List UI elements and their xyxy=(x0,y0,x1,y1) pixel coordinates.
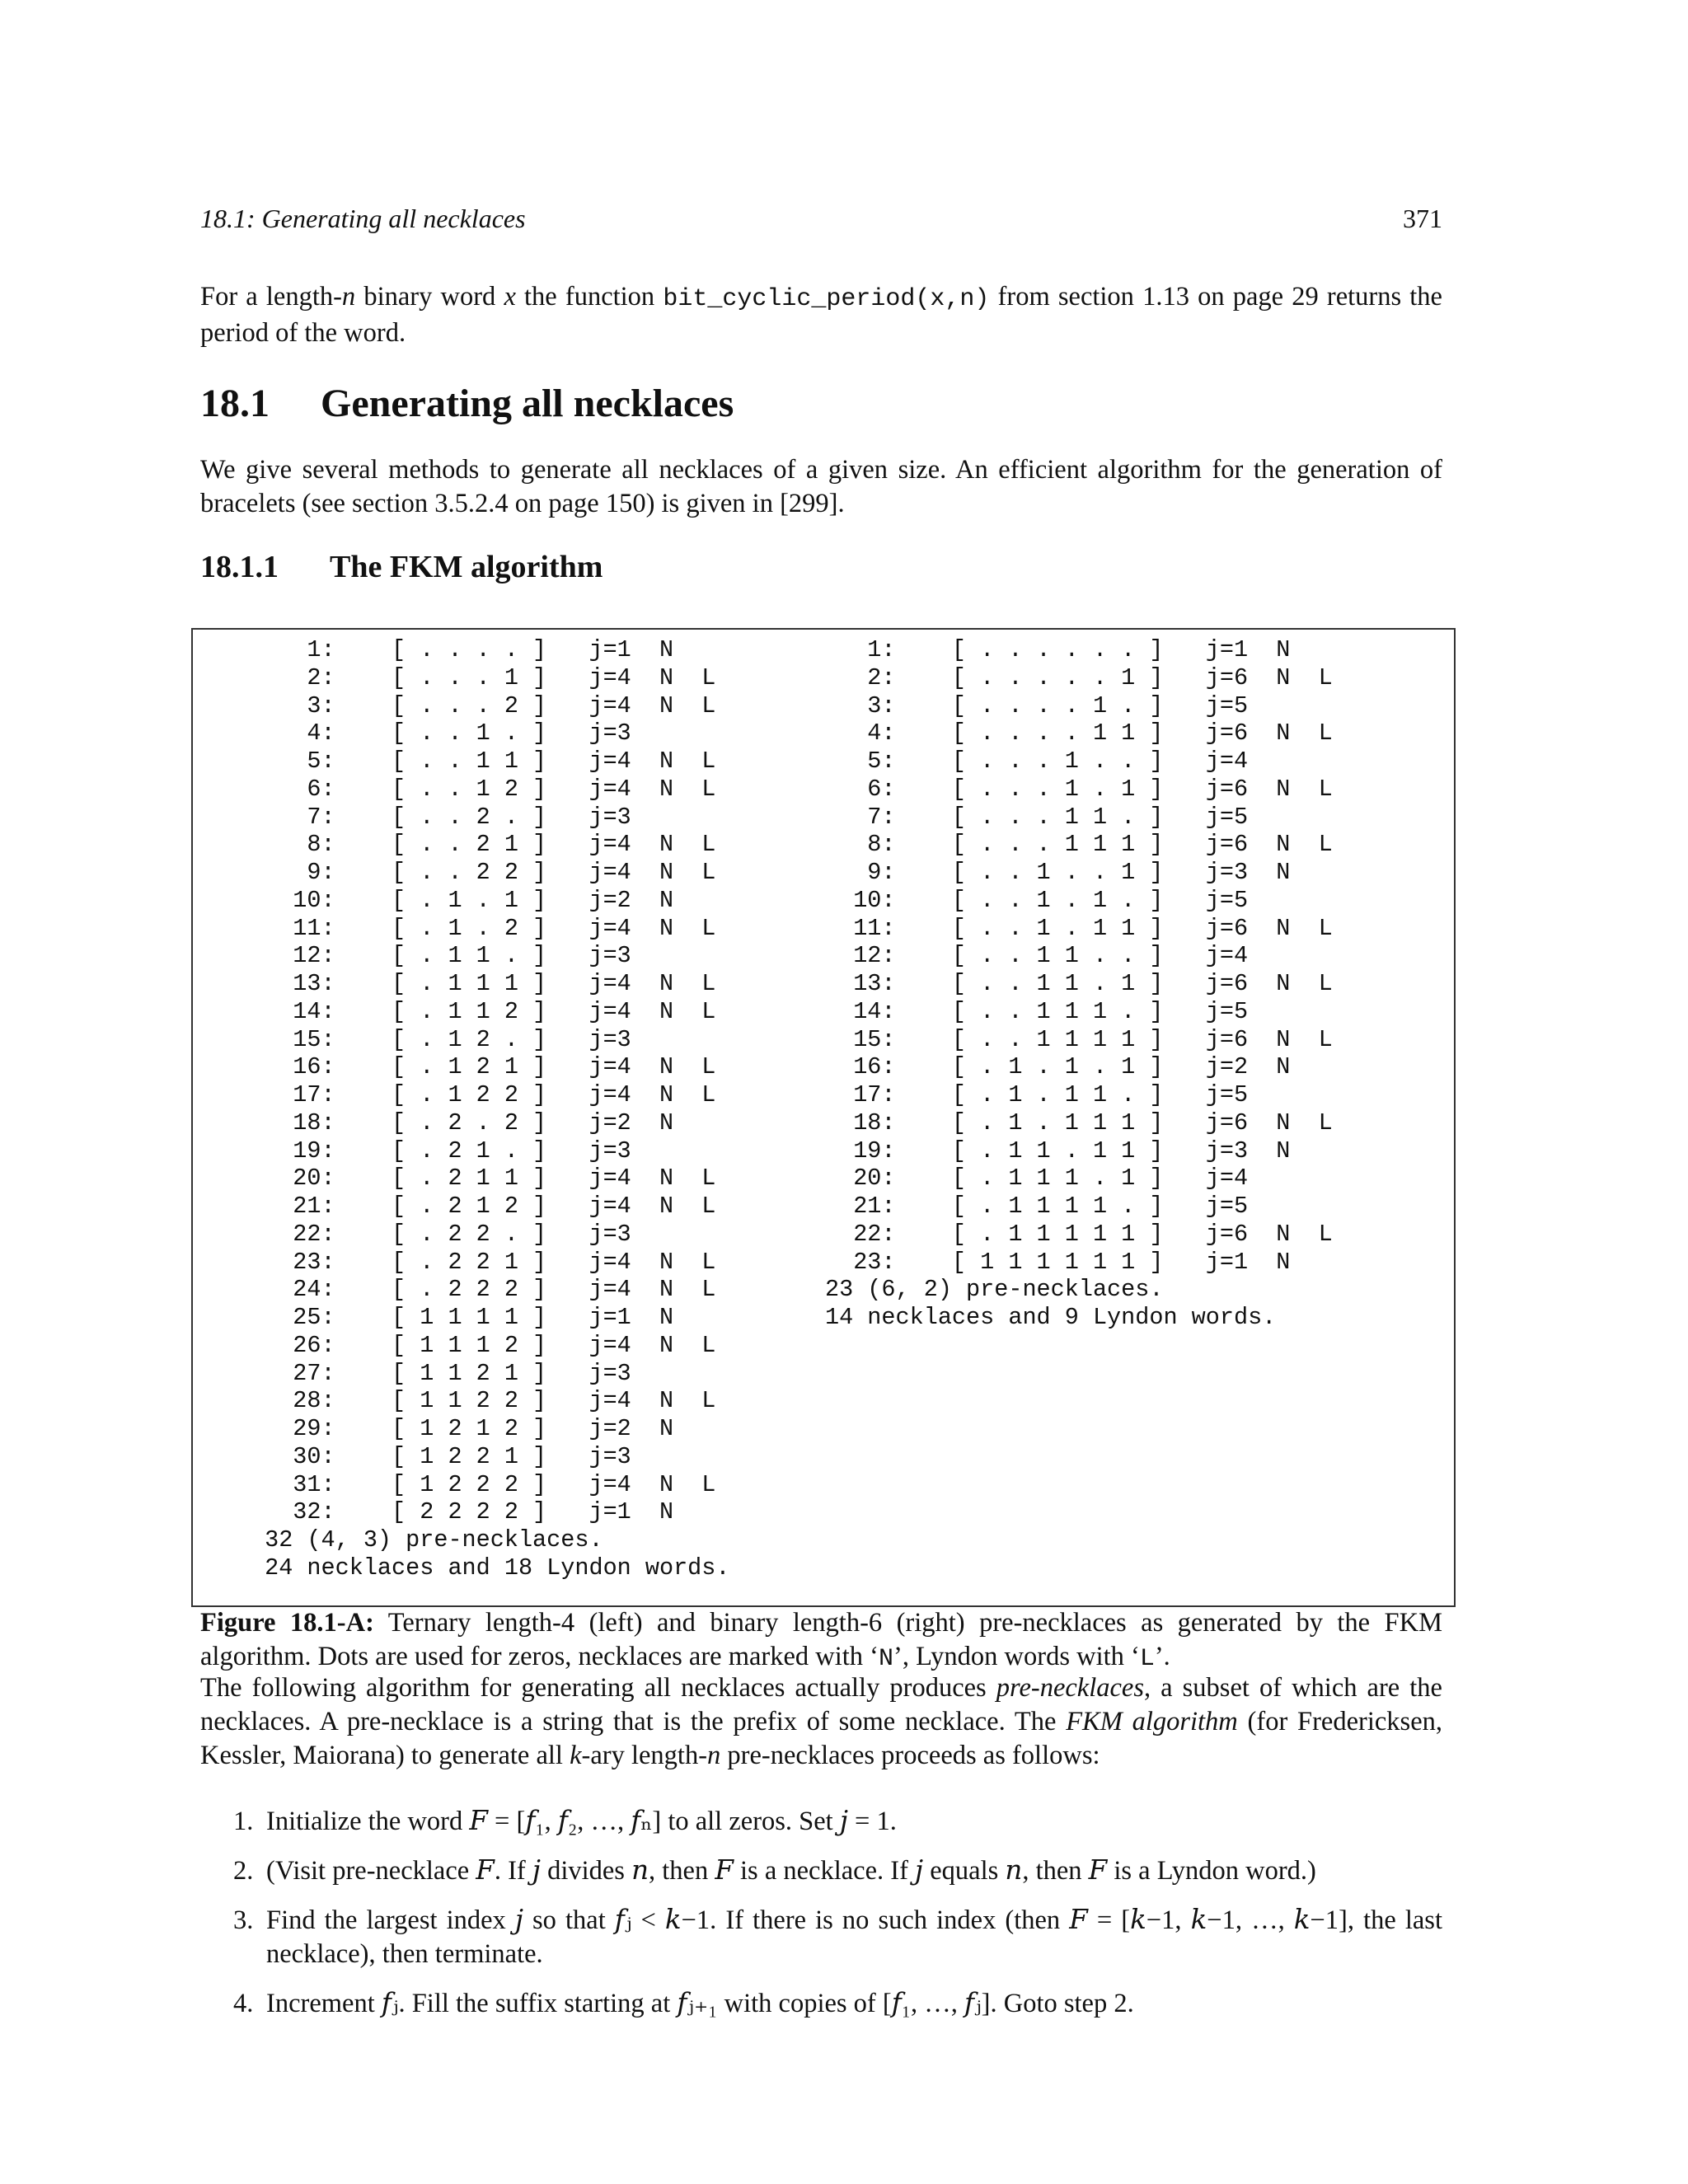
listing-line: 12: [ . . 1 1 . . ] j=4 xyxy=(825,942,1249,970)
section-paragraph: We give several methods to generate all necklaces of a given size. An efficient algorithm for the generation of bracelets (see section 3.5.2.4 on page 150) is given in [299]. xyxy=(200,455,1442,518)
listing-line: 18: [ . 1 . 1 1 1 ] j=6 N L xyxy=(825,1108,1333,1137)
listing-line: 30: [ 1 2 2 1 ] j=3 xyxy=(251,1442,631,1470)
listing-line: 6: [ . . 1 2 ] j=4 N L xyxy=(251,775,716,803)
listing-line: 10: [ . . 1 . 1 . ] j=5 xyxy=(825,886,1249,914)
listing-line: 4: [ . . . . 1 1 ] j=6 N L xyxy=(825,719,1333,748)
figure-frame xyxy=(191,628,1456,1607)
listing-line: 3: [ . . . . 1 . ] j=5 xyxy=(825,691,1249,719)
algorithm-step: 4. Increment 𝑓ⱼ. Fill the suffix starting at 𝑓ⱼ₊₁ with copies of [𝑓₁, …, 𝑓ⱼ]. Goto step 2. xyxy=(233,1989,1134,2018)
listing-line: 11: [ . 1 . 2 ] j=4 N L xyxy=(251,914,716,942)
listing-line: 23: [ . 2 2 1 ] j=4 N L xyxy=(251,1248,716,1276)
running-title: 18.1: Generating all necklaces xyxy=(200,204,526,233)
section-heading: 18.1 Generating all necklaces xyxy=(200,382,734,425)
listing-line: 21: [ . 2 1 2 ] j=4 N L xyxy=(251,1193,716,1220)
listing-line: 14 necklaces and 9 Lyndon words. xyxy=(825,1304,1277,1331)
listing-line: 3: [ . . . 2 ] j=4 N L xyxy=(251,691,716,719)
listing-line: 7: [ . . . 1 1 . ] j=5 xyxy=(825,803,1249,831)
listing-line: 4: [ . . 1 . ] j=3 xyxy=(251,719,631,748)
algorithm-steps xyxy=(200,1805,1442,2036)
listing-line: 24 necklaces and 18 Lyndon words. xyxy=(251,1554,730,1582)
listing-line: 1: [ . . . . ] j=1 N xyxy=(251,636,674,663)
listing-line: 27: [ 1 1 2 1 ] j=3 xyxy=(251,1359,631,1387)
listing-line: 17: [ . 1 . 1 1 . ] j=5 xyxy=(825,1081,1249,1108)
listing-line: 19: [ . 1 1 . 1 1 ] j=3 N xyxy=(825,1137,1291,1165)
listing-line: 14: [ . . 1 1 1 . ] j=5 xyxy=(825,997,1249,1025)
algorithm-description: The following algorithm for generating all necklaces actually produces pre-necklaces, a subset of which are the necklaces. A pre-necklace is a string that is the prefix of some necklace. The FKM algorithm (for Fredericksen, Kessler, Maiorana) to generate all k-ary length-n pre-necklaces proceeds as follows: xyxy=(200,1673,1442,1770)
listing-line: 29: [ 1 2 1 2 ] j=2 N xyxy=(251,1415,674,1442)
algorithm-step: 2. (Visit pre-necklace 𝐹. If 𝑗 divides 𝑛, then 𝐹 is a necklace. If 𝑗 equals 𝑛, then 𝐹 is a Lyndon word.) xyxy=(233,1856,1316,1886)
listing-line: 10: [ . 1 . 1 ] j=2 N xyxy=(251,886,674,914)
listing-line: 7: [ . . 2 . ] j=3 xyxy=(251,803,631,831)
ternary-listing xyxy=(251,636,730,1582)
listing-line: 25: [ 1 1 1 1 ] j=1 N xyxy=(251,1304,674,1331)
listing-line: 18: [ . 2 . 2 ] j=2 N xyxy=(251,1108,674,1137)
listing-line: 16: [ . 1 . 1 . 1 ] j=2 N xyxy=(825,1053,1291,1081)
figure-caption: Figure 18.1-A: Ternary length-4 (left) and binary length-6 (right) pre-necklaces as generated by the FKM algorithm. Dots are used for zeros, necklaces are marked with ‘N’, Lyndon words with ‘L’. xyxy=(200,1608,1442,1673)
listing-line: 9: [ . . 1 . . 1 ] j=3 N xyxy=(825,859,1291,886)
listing-line: 19: [ . 2 1 . ] j=3 xyxy=(251,1137,631,1165)
listing-line: 20: [ . 1 1 1 . 1 ] j=4 xyxy=(825,1165,1249,1193)
algorithm-step: 1. Initialize the word 𝐹 = [𝑓₁, 𝑓₂, …, 𝑓ₙ] to all zeros. Set 𝑗 = 1. xyxy=(233,1807,897,1836)
listing-line: 22: [ . 1 1 1 1 1 ] j=6 N L xyxy=(825,1220,1333,1248)
listing-line: 32 (4, 3) pre-necklaces. xyxy=(251,1526,603,1554)
listing-line: 11: [ . . 1 . 1 1 ] j=6 N L xyxy=(825,914,1333,942)
listing-line: 22: [ . 2 2 . ] j=3 xyxy=(251,1220,631,1248)
listing-line: 21: [ . 1 1 1 1 . ] j=5 xyxy=(825,1193,1249,1220)
listing-line: 12: [ . 1 1 . ] j=3 xyxy=(251,942,631,970)
listing-line: 2: [ . . . . . 1 ] j=6 N L xyxy=(825,663,1333,691)
listing-line: 24: [ . 2 2 2 ] j=4 N L xyxy=(251,1276,716,1304)
listing-line: 20: [ . 2 1 1 ] j=4 N L xyxy=(251,1165,716,1193)
listing-line: 9: [ . . 2 2 ] j=4 N L xyxy=(251,859,716,886)
listing-line: 31: [ 1 2 2 2 ] j=4 N L xyxy=(251,1470,716,1498)
listing-line: 8: [ . . . 1 1 1 ] j=6 N L xyxy=(825,831,1333,859)
listing-line: 32: [ 2 2 2 2 ] j=1 N xyxy=(251,1498,674,1526)
listing-line: 28: [ 1 1 2 2 ] j=4 N L xyxy=(251,1387,716,1415)
binary-listing xyxy=(825,636,1333,1332)
listing-line: 6: [ . . . 1 . 1 ] j=6 N L xyxy=(825,775,1333,803)
listing-line: 15: [ . . 1 1 1 1 ] j=6 N L xyxy=(825,1025,1333,1053)
page-number: 371 xyxy=(1403,204,1442,233)
intro-paragraph: For a length-n binary word x the function bit_cyclic_period(x,n) from section 1.13 on page 29 returns the period of the word. xyxy=(200,282,1442,348)
function-name: bit_cyclic_period(x,n) xyxy=(663,285,990,313)
listing-line: 15: [ . 1 2 . ] j=3 xyxy=(251,1025,631,1053)
listing-line: 13: [ . 1 1 1 ] j=4 N L xyxy=(251,970,716,997)
listing-line: 2: [ . . . 1 ] j=4 N L xyxy=(251,663,716,691)
listing-line: 16: [ . 1 2 1 ] j=4 N L xyxy=(251,1053,716,1081)
listing-line: 5: [ . . 1 1 ] j=4 N L xyxy=(251,748,716,775)
listing-line: 23 (6, 2) pre-necklaces. xyxy=(825,1276,1164,1304)
listing-line: 26: [ 1 1 1 2 ] j=4 N L xyxy=(251,1331,716,1359)
listing-line: 23: [ 1 1 1 1 1 1 ] j=1 N xyxy=(825,1248,1291,1276)
listing-line: 8: [ . . 2 1 ] j=4 N L xyxy=(251,831,716,859)
subsection-heading: 18.1.1 The FKM algorithm xyxy=(200,550,603,584)
listing-line: 14: [ . 1 1 2 ] j=4 N L xyxy=(251,997,716,1025)
algorithm-step: 3. Find the largest index 𝑗 so that 𝑓ⱼ < 𝑘−1. If there is no such index (then 𝐹 = [𝑘−1, 𝑘−1, …, 𝑘−1], the last necklace), then terminate. xyxy=(233,1905,1442,1969)
listing-line: 13: [ . . 1 1 . 1 ] j=6 N L xyxy=(825,970,1333,997)
listing-line: 1: [ . . . . . . ] j=1 N xyxy=(825,636,1291,663)
listing-line: 17: [ . 1 2 2 ] j=4 N L xyxy=(251,1081,716,1108)
listing-line: 5: [ . . . 1 . . ] j=4 xyxy=(825,748,1249,775)
